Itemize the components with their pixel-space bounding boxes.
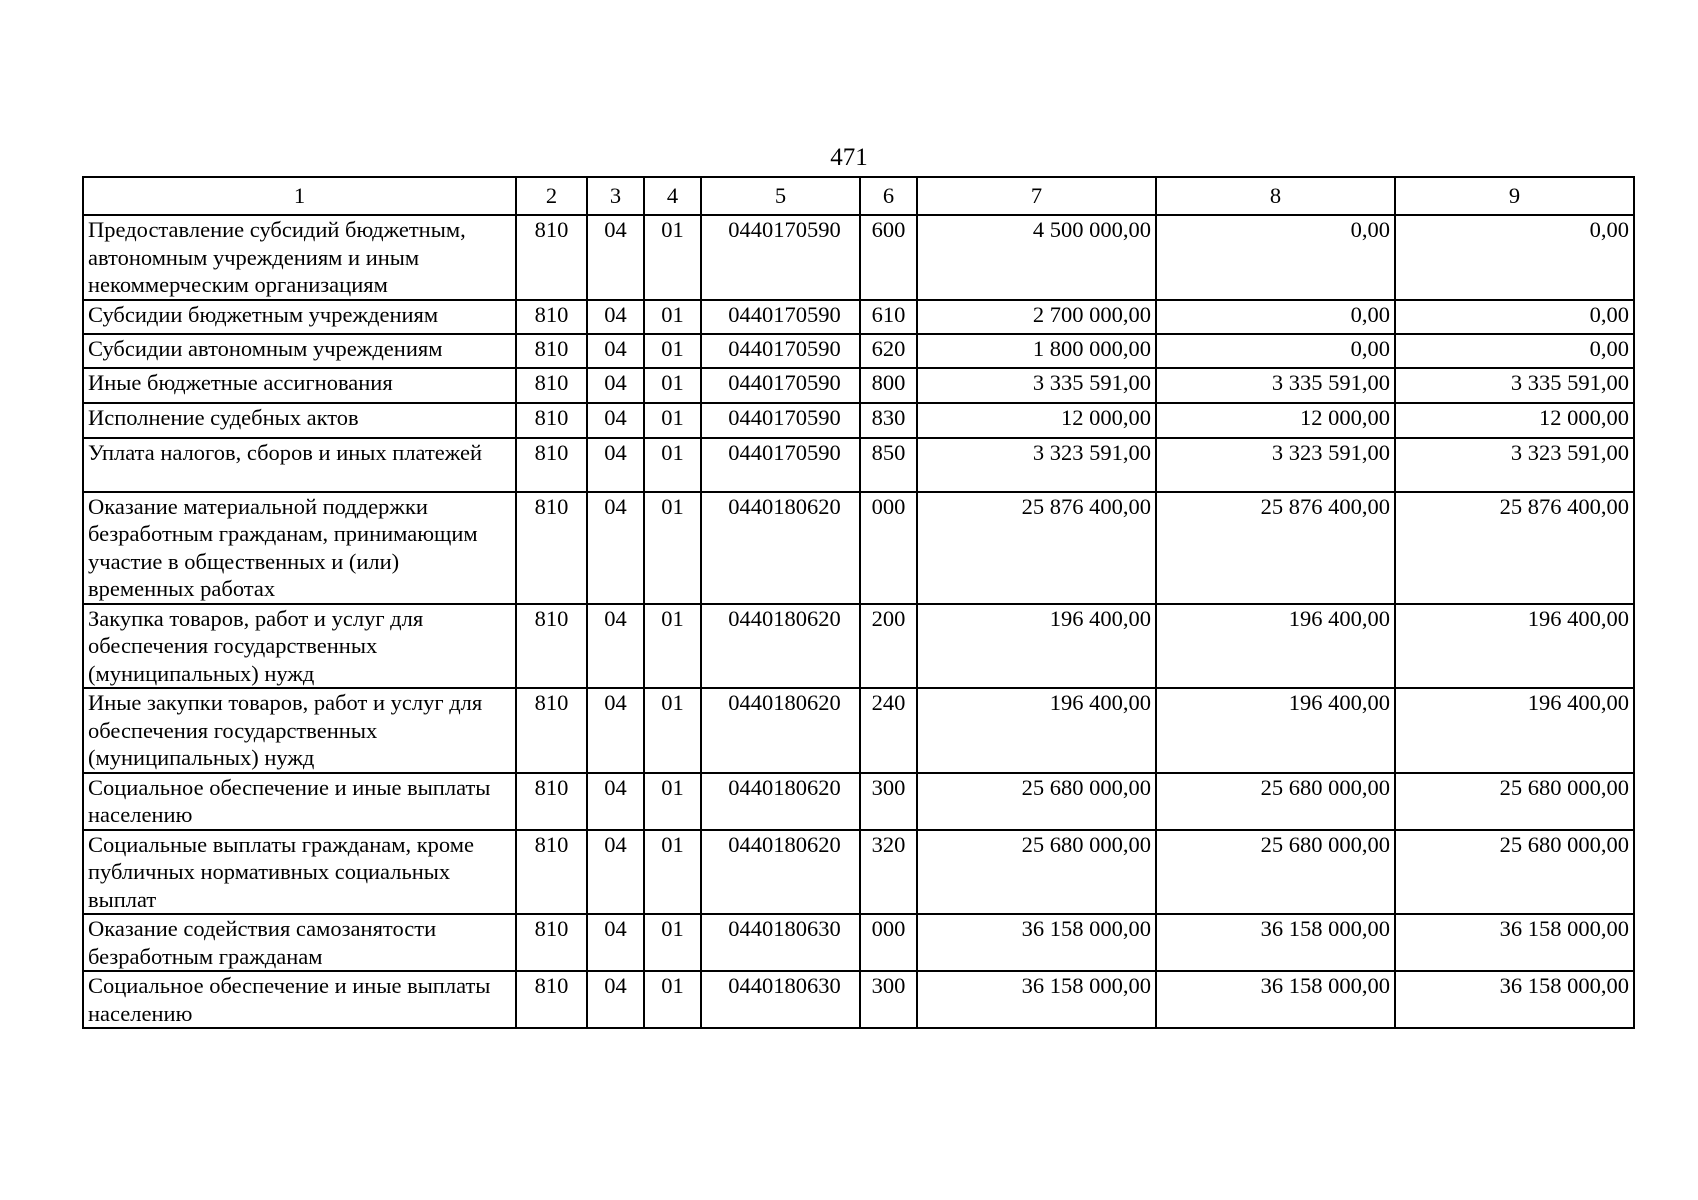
amount-col-7: 36 158 000,00 xyxy=(917,971,1156,1028)
table-row xyxy=(83,830,1634,915)
code-expense-type: 320 xyxy=(860,830,917,915)
code-target-article: 0440180630 xyxy=(701,971,860,1028)
row-name: Исполнение судебных актов xyxy=(83,403,516,438)
code-podrazdel: 01 xyxy=(644,688,701,773)
code-podrazdel: 01 xyxy=(644,971,701,1028)
amount-col-8: 36 158 000,00 xyxy=(1156,914,1395,971)
table-row xyxy=(83,403,1634,438)
code-podrazdel: 01 xyxy=(644,438,701,492)
amount-col-9: 0,00 xyxy=(1395,215,1634,300)
header-cell: 8 xyxy=(1156,177,1395,215)
header-row xyxy=(83,177,1634,215)
table-row xyxy=(83,368,1634,403)
code-expense-type: 200 xyxy=(860,604,917,689)
page-number: 471 xyxy=(830,144,868,171)
table-row xyxy=(83,914,1634,971)
amount-col-9: 25 876 400,00 xyxy=(1395,492,1634,604)
code-expense-type: 000 xyxy=(860,914,917,971)
amount-col-8: 0,00 xyxy=(1156,215,1395,300)
table-row xyxy=(83,334,1634,368)
table-row xyxy=(83,492,1634,604)
code-target-article: 0440170590 xyxy=(701,403,860,438)
code-expense-type: 000 xyxy=(860,492,917,604)
amount-col-8: 25 680 000,00 xyxy=(1156,773,1395,830)
table-row xyxy=(83,604,1634,689)
table-row xyxy=(83,215,1634,300)
amount-col-7: 3 323 591,00 xyxy=(917,438,1156,492)
code-glava: 810 xyxy=(516,830,587,915)
row-name: Предоставление субсидий бюджетным, автономным учреждениям и иным некоммерческим организациям xyxy=(83,215,516,300)
code-podrazdel: 01 xyxy=(644,914,701,971)
amount-col-9: 25 680 000,00 xyxy=(1395,773,1634,830)
code-target-article: 0440180620 xyxy=(701,492,860,604)
amount-col-9: 36 158 000,00 xyxy=(1395,914,1634,971)
code-glava: 810 xyxy=(516,368,587,403)
code-glava: 810 xyxy=(516,688,587,773)
header-cell: 7 xyxy=(917,177,1156,215)
code-expense-type: 830 xyxy=(860,403,917,438)
amount-col-8: 36 158 000,00 xyxy=(1156,971,1395,1028)
amount-col-9: 0,00 xyxy=(1395,334,1634,368)
code-target-article: 0440170590 xyxy=(701,438,860,492)
code-razdel: 04 xyxy=(587,688,644,773)
code-podrazdel: 01 xyxy=(644,773,701,830)
code-razdel: 04 xyxy=(587,368,644,403)
code-razdel: 04 xyxy=(587,215,644,300)
amount-col-9: 3 335 591,00 xyxy=(1395,368,1634,403)
amount-col-9: 25 680 000,00 xyxy=(1395,830,1634,915)
code-expense-type: 610 xyxy=(860,300,917,334)
code-podrazdel: 01 xyxy=(644,215,701,300)
code-glava: 810 xyxy=(516,492,587,604)
code-expense-type: 300 xyxy=(860,971,917,1028)
header-cell: 1 xyxy=(83,177,516,215)
code-glava: 810 xyxy=(516,971,587,1028)
row-name: Социальные выплаты гражданам, кроме публичных нормативных социальных выплат xyxy=(83,830,516,915)
code-podrazdel: 01 xyxy=(644,492,701,604)
row-name: Оказание материальной поддержки безработным гражданам, принимающим участие в общественных и (или) временных работах xyxy=(83,492,516,604)
code-glava: 810 xyxy=(516,300,587,334)
row-name: Социальное обеспечение и иные выплаты населению xyxy=(83,971,516,1028)
code-razdel: 04 xyxy=(587,971,644,1028)
table-row xyxy=(83,300,1634,334)
amount-col-7: 2 700 000,00 xyxy=(917,300,1156,334)
amount-col-8: 12 000,00 xyxy=(1156,403,1395,438)
amount-col-8: 25 876 400,00 xyxy=(1156,492,1395,604)
code-target-article: 0440180620 xyxy=(701,604,860,689)
amount-col-7: 25 680 000,00 xyxy=(917,773,1156,830)
amount-col-7: 12 000,00 xyxy=(917,403,1156,438)
row-name: Уплата налогов, сборов и иных платежей xyxy=(83,438,516,492)
code-razdel: 04 xyxy=(587,300,644,334)
header-cell: 9 xyxy=(1395,177,1634,215)
code-razdel: 04 xyxy=(587,438,644,492)
amount-col-7: 1 800 000,00 xyxy=(917,334,1156,368)
code-razdel: 04 xyxy=(587,334,644,368)
amount-col-9: 3 323 591,00 xyxy=(1395,438,1634,492)
row-name: Субсидии бюджетным учреждениям xyxy=(83,300,516,334)
amount-col-8: 3 335 591,00 xyxy=(1156,368,1395,403)
code-target-article: 0440180630 xyxy=(701,914,860,971)
code-razdel: 04 xyxy=(587,492,644,604)
code-target-article: 0440180620 xyxy=(701,688,860,773)
amount-col-9: 196 400,00 xyxy=(1395,688,1634,773)
row-name: Иные бюджетные ассигнования xyxy=(83,368,516,403)
code-expense-type: 300 xyxy=(860,773,917,830)
amount-col-9: 36 158 000,00 xyxy=(1395,971,1634,1028)
amount-col-8: 25 680 000,00 xyxy=(1156,830,1395,915)
code-razdel: 04 xyxy=(587,773,644,830)
amount-col-7: 4 500 000,00 xyxy=(917,215,1156,300)
amount-col-8: 196 400,00 xyxy=(1156,688,1395,773)
header-cell: 5 xyxy=(701,177,860,215)
amount-col-8: 3 323 591,00 xyxy=(1156,438,1395,492)
code-podrazdel: 01 xyxy=(644,604,701,689)
row-name: Субсидии автономным учреждениям xyxy=(83,334,516,368)
code-glava: 810 xyxy=(516,438,587,492)
budget-table xyxy=(82,176,1635,1029)
code-podrazdel: 01 xyxy=(644,368,701,403)
row-name: Оказание содействия самозанятости безработным гражданам xyxy=(83,914,516,971)
row-name: Закупка товаров, работ и услуг для обеспечения государственных (муниципальных) нужд xyxy=(83,604,516,689)
table-row xyxy=(83,688,1634,773)
row-name: Иные закупки товаров, работ и услуг для обеспечения государственных (муниципальных) нужд xyxy=(83,688,516,773)
amount-col-7: 196 400,00 xyxy=(917,604,1156,689)
code-expense-type: 240 xyxy=(860,688,917,773)
code-expense-type: 800 xyxy=(860,368,917,403)
code-razdel: 04 xyxy=(587,914,644,971)
code-glava: 810 xyxy=(516,773,587,830)
code-target-article: 0440170590 xyxy=(701,368,860,403)
amount-col-7: 25 876 400,00 xyxy=(917,492,1156,604)
code-glava: 810 xyxy=(516,604,587,689)
header-cell: 6 xyxy=(860,177,917,215)
amount-col-7: 25 680 000,00 xyxy=(917,830,1156,915)
code-glava: 810 xyxy=(516,215,587,300)
table-row xyxy=(83,773,1634,830)
amount-col-9: 196 400,00 xyxy=(1395,604,1634,689)
code-target-article: 0440180620 xyxy=(701,773,860,830)
code-expense-type: 850 xyxy=(860,438,917,492)
amount-col-8: 0,00 xyxy=(1156,300,1395,334)
code-target-article: 0440180620 xyxy=(701,830,860,915)
code-glava: 810 xyxy=(516,334,587,368)
amount-col-7: 3 335 591,00 xyxy=(917,368,1156,403)
code-glava: 810 xyxy=(516,403,587,438)
code-podrazdel: 01 xyxy=(644,403,701,438)
code-razdel: 04 xyxy=(587,403,644,438)
amount-col-7: 36 158 000,00 xyxy=(917,914,1156,971)
amount-col-9: 0,00 xyxy=(1395,300,1634,334)
table-row xyxy=(83,438,1634,492)
header-cell: 3 xyxy=(587,177,644,215)
code-target-article: 0440170590 xyxy=(701,334,860,368)
amount-col-7: 196 400,00 xyxy=(917,688,1156,773)
code-target-article: 0440170590 xyxy=(701,300,860,334)
code-target-article: 0440170590 xyxy=(701,215,860,300)
code-glava: 810 xyxy=(516,914,587,971)
header-cell: 2 xyxy=(516,177,587,215)
code-razdel: 04 xyxy=(587,604,644,689)
code-expense-type: 620 xyxy=(860,334,917,368)
row-name: Социальное обеспечение и иные выплаты населению xyxy=(83,773,516,830)
code-podrazdel: 01 xyxy=(644,334,701,368)
code-razdel: 04 xyxy=(587,830,644,915)
amount-col-9: 12 000,00 xyxy=(1395,403,1634,438)
code-podrazdel: 01 xyxy=(644,300,701,334)
table-body xyxy=(83,215,1634,1028)
amount-col-8: 0,00 xyxy=(1156,334,1395,368)
code-expense-type: 600 xyxy=(860,215,917,300)
table-row xyxy=(83,971,1634,1028)
header-cell: 4 xyxy=(644,177,701,215)
amount-col-8: 196 400,00 xyxy=(1156,604,1395,689)
code-podrazdel: 01 xyxy=(644,830,701,915)
